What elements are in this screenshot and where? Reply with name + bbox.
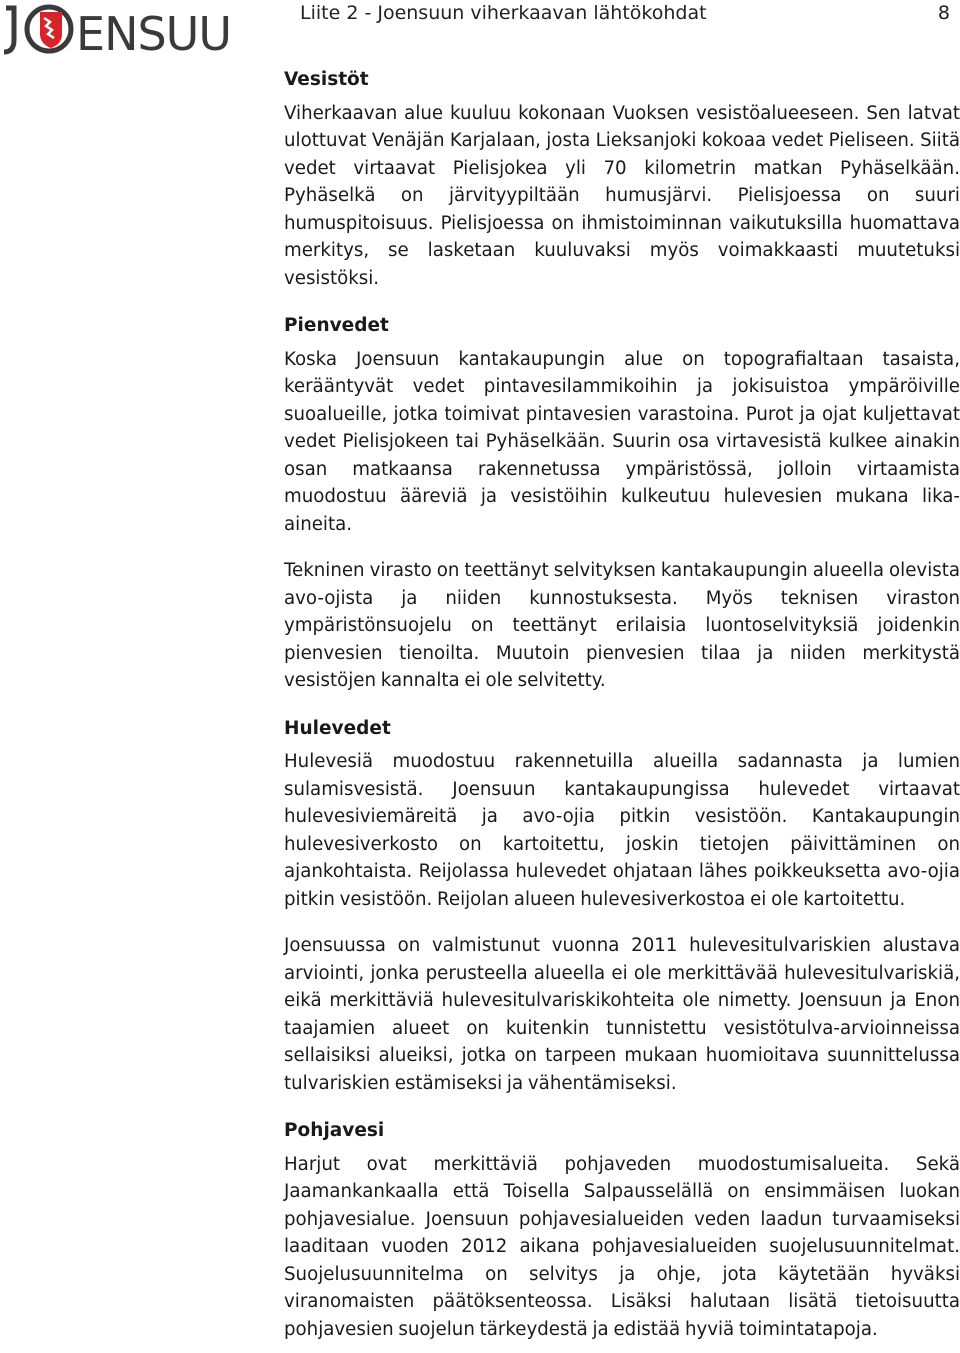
paragraph: Hulevesiä muodostuu rakennetuilla alueilla sadannasta ja lumien sulamisvesistä. Joensuun kantakaupungissa hulevedet virtaavat hulevesiviemäreitä ja avo-ojia pitkin vesistöön. Kantakaupungin hulevesiverkosto on kartoitettu, joskin tietojen päivittäminen on ajankohtaista. Reijolassa hulevedet ohjataan lähes poikkeuksetta avo-ojia pitkin vesistöön. Reijolan alueen hulevesiverkostoa ei ole kartoitettu. [284, 751, 960, 910]
section-heading-hulevedet: Hulevedet [284, 717, 391, 739]
paragraph: Viherkaavan alue kuuluu kokonaan Vuoksen vesistöalueeseen. Sen latvat ulottuvat Venäjän Karjalaan, josta Lieksanjoki kokoaa vedet Pieliseen. Siitä vedet virtaavat Pielisjokea yli 70 kilometrin matkan Pyhäselkään. Pyhäselkä on järvityypiltään humusjärvi. Pielisjoessa on suuri humuspitoisuus. Pielisjoessa on ihmistoiminnan vaikutuksilla huomattava merkitys, se lasketaan kuuluvaksi myös voimakkaasti muutetuksi vesistöksi. [284, 102, 960, 289]
section-heading-vesistot: Vesistöt [284, 69, 369, 90]
section-heading-pohjavesi: Pohjavesi [284, 1120, 385, 1141]
joensuu-logo [2, 0, 234, 58]
paragraph: Tekninen virasto on teettänyt selvityksen kantakaupungin alueella olevista avo-ojista ja niiden kunnostuksesta. Myös teknisen viraston ympäristönsuojelu on teettänyt erilaisia luontoselvityksiä joidenkin pienvesien tienoilta. Muutoin pienvesien tilaa ja niiden merkitystä vesistöjen kannalta ei ole selvitetty. [284, 560, 960, 691]
page-header [0, 0, 960, 58]
paragraph: Joensuussa on valmistunut vuonna 2011 hulevesitulvariskien alustava arviointi, jonka perusteella alueella ei ole merkittävää hulevesitulvariskiä, eikä merkittäviä hulevesitulvariskikohteita ole nimetty. Joensuun ja Enon taajamien alueet on kuitenkin tunnistettu vesistötulva-arvioinneissa sellaisiksi alueiksi, jotka on tarpeen mukaan huomioitava suunnittelussa tulvariskien estämiseksi ja vähentämiseksi. [284, 935, 960, 1094]
paragraph: Harjut ovat merkittäviä pohjaveden muodostumisalueita. Sekä Jaamankankaalla että Toisella Salpausselällä on ensimmäisen luokan pohjavesialue. Joensuun pohjavesialueiden veden laadun turvaamiseksi laaditaan vuoden 2012 aikana pohjavesialueiden suojelusuunnitelmat. Suojelusuunnitelma on selvitys ja ohje, jota käytetään hyväksi viranomaisten päätöksenteossa. Lisäksi halutaan lisätä tietoisuutta pohjavesien suojelun tärkeydestä ja edistää hyviä toimintatapoja. [284, 1153, 960, 1340]
document-body [284, 66, 960, 1343]
section-heading-pienvedet: Pienvedet [284, 315, 389, 336]
page-number: 8 [937, 2, 950, 24]
paragraph: Koska Joensuun kantakaupungin alue on topografialtaan tasaista, kerääntyvät vedet pintavesilammikoihin ja jokisuistoa ympäröiville suoalueille, jotka toimivat pintavesien varastoina. Purot ja ojat kuljettavat vedet Pielisjokeen tai Pyhäselkään. Suurin osa virtavesistä kulkee ainakin osan matkaansa rakennetussa ympäristössä, jolloin virtaamista muodostuu ääreviä ja vesistöihin kulkeutuu hulevesien mukana lika-aineita. [284, 348, 960, 535]
header-title: Liite 2 - Joensuun viherkaavan lähtökohdat [300, 2, 707, 24]
svg-text:ENSUU: ENSUU [76, 7, 232, 58]
